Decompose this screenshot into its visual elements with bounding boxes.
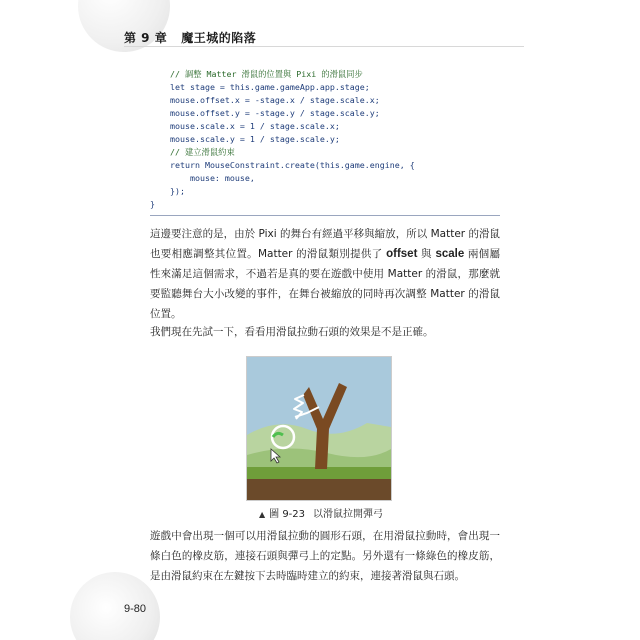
- code-line: let stage = this.game.gameApp.app.stage;: [150, 82, 370, 92]
- keyword-offset: offset: [386, 248, 418, 260]
- figure-caption-text: 以滑鼠拉開彈弓: [313, 509, 384, 520]
- slingshot-illustration: [247, 357, 391, 500]
- code-line: // 調整 Matter 滑鼠的位置與 Pixi 的滑鼠同步: [150, 69, 363, 79]
- paragraph-text: 與: [417, 248, 436, 260]
- code-line: mouse.offset.y = -stage.y / stage.scale.y;: [150, 108, 380, 118]
- code-line: mouse.scale.y = 1 / stage.scale.y;: [150, 134, 340, 144]
- figure-slingshot: [246, 356, 392, 501]
- paragraph-offset-scale: [150, 224, 500, 324]
- page-number: 9-80: [124, 603, 147, 615]
- chapter-header: [124, 29, 256, 46]
- figure-caption: [246, 505, 396, 520]
- code-line: });: [150, 186, 185, 196]
- paragraph-text: 兩個屬性來滿足這個需求，不過若是真的要在遊戲中使用 Matter 的滑鼠，那麼就要監聽舞台大小改變的事件，在舞台被縮放的同時再次調整 Matter 的滑鼠位置。: [150, 248, 500, 320]
- header-divider: [124, 46, 524, 47]
- code-line: }: [150, 199, 155, 209]
- keyword-scale: scale: [435, 248, 465, 260]
- chapter-title: 魔王城的陷落: [181, 31, 257, 45]
- code-block-divider: [150, 215, 500, 216]
- caption-triangle-icon: ▲: [258, 510, 266, 519]
- decorative-circle-bottom: [70, 572, 160, 640]
- code-line: mouse.scale.x = 1 / stage.scale.x;: [150, 121, 340, 131]
- code-block: [150, 68, 500, 211]
- code-line: // 建立滑鼠約束: [150, 147, 235, 157]
- code-line: mouse.offset.x = -stage.x / stage.scale.x;: [150, 95, 380, 105]
- code-line: mouse: mouse,: [150, 173, 255, 183]
- figure-label: 圖 9-23: [269, 509, 306, 520]
- code-line: return MouseConstraint.create(this.game.engine, {: [150, 160, 415, 170]
- chapter-label: 第 9 章: [124, 31, 168, 45]
- paragraph-stone-bands: 遊戲中會出現一個可以用滑鼠拉動的圓形石頭，在用滑鼠拉動時，會出現一條白色的橡皮筋，連接石頭與彈弓上的定點。另外還有一條綠色的橡皮筋，是由滑鼠約束在左鍵按下去時臨時建立的約束，連接著滑鼠與石頭。: [150, 530, 500, 582]
- paragraph-text: 這邊要注意的是，由於 Pixi 的舞台有經過平移與縮放，所以 Matter 的滑鼠也要相應調整其位置。Matter 的滑鼠類別提供了: [150, 228, 500, 260]
- paragraph-try-drag: 我們現在先試一下，看看用滑鼠拉動石頭的效果是不是正確。: [150, 326, 434, 338]
